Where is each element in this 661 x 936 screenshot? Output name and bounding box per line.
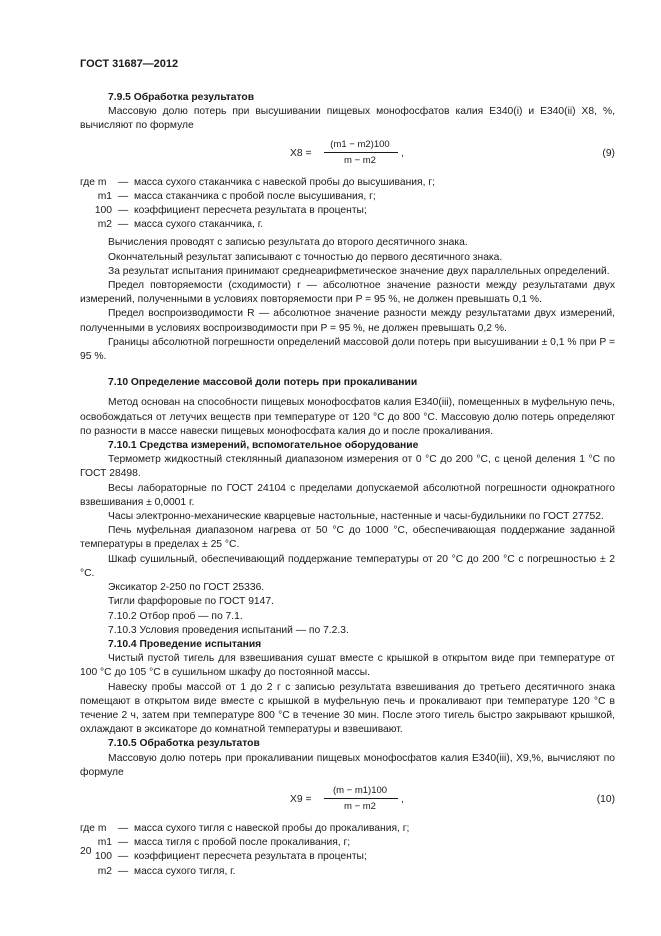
- paragraph: Метод основан на способности пищевых монофосфатов калия Е340(iii), помещенных в муфельную печь, освобождаться от летучих веществ при температуре от 120 °С до 800 °С. Массовую долю потерь определяют по разности в массе навески пищевых монофосфата калия до и после прокаливания.: [80, 397, 615, 437]
- variable-symbol: m1: [97, 190, 112, 202]
- formula-denominator: m − m2: [344, 154, 376, 166]
- formula-number: (10): [596, 793, 615, 805]
- variable-definition: коэффициент пересчета результата в проценты;: [134, 205, 367, 217]
- variable-symbol: где m: [80, 176, 107, 188]
- formula-denominator: m − m2: [344, 800, 376, 812]
- paragraph: Термометр жидкостный стеклянный диапазоном измерения от 0 °С до 200 °С, с ценой деления 1 °С по ГОСТ 28498.: [80, 454, 615, 480]
- document-header: ГОСТ 31687—2012: [80, 58, 179, 70]
- variable-row: m1 — масса тигля с пробой после прокаливания, г;: [80, 836, 615, 850]
- page-number: 20: [80, 846, 92, 857]
- variable-row: m2 — масса сухого тигля, г.: [80, 865, 615, 879]
- formula-numerator: (m − m1)100: [332, 784, 388, 796]
- variable-row: m1 — масса стаканчика с пробой после высушивания, г;: [80, 190, 615, 204]
- variable-row: где m — масса сухого стаканчика с навеской пробы до высушивания, г;: [80, 176, 615, 190]
- variable-definition: масса сухого тигля с навеской пробы до прокаливания, г;: [134, 822, 410, 834]
- variable-definition: масса сухого тигля, г.: [134, 865, 236, 877]
- variable-list-9: [80, 176, 615, 233]
- section-title-7-10-1: 7.10.1 Средства измерений, вспомогательное оборудование: [108, 440, 419, 452]
- formula-lhs: X8 =: [290, 147, 312, 159]
- paragraph: Печь муфельная диапазоном нагрева от 50 °С до 1000 °С, обеспечивающая поддержание заданной температуры в пределах ± 25 °С.: [80, 525, 615, 551]
- section-title-7-10-4: 7.10.4 Проведение испытания: [108, 638, 262, 650]
- formula-lhs: X9 =: [290, 793, 312, 805]
- variable-definition: масса сухого стаканчика, г.: [134, 219, 264, 231]
- formula-number: (9): [602, 147, 615, 159]
- paragraph: Навеску пробы массой от 1 до 2 г с записью результата взвешивания до третьего десятичного знака помещают в открытом виде вместе с крышкой в муфельную печь и прокаливают при температуре 120 °С в течение 2 ч, затем при температуре 800 °С в течение 30 мин. После этого тигель быстро закрывают крышкой, охлаждают в эксикаторе до комнатной температуры и взвешивают.: [80, 681, 615, 736]
- variable-definition: коэффициент пересчета результата в проценты;: [134, 851, 367, 863]
- variable-row: 100 — коэффициент пересчета результата в проценты;: [80, 204, 615, 218]
- paragraph: Шкаф сушильный, обеспечивающий поддержание температуры от 20 °С до 200 °С с погрешностью ± 2 °С.: [80, 553, 615, 579]
- variable-definition: масса стаканчика с пробой после высушивания, г;: [134, 190, 376, 202]
- paragraph: Границы абсолютной погрешности определений массовой доли потерь при высушивании ± 0,1 % при P = 95 %.: [80, 336, 615, 363]
- variable-symbol: 100: [94, 205, 112, 217]
- paragraph: 7.10.3 Условия проведения испытаний — по 7.2.3.: [108, 624, 349, 636]
- paragraph: Чистый пустой тигель для взвешивания сушат вместе с крышкой в открытом виде при температуре от 100 °С до 105 °С в сушильном шкафу до постоянной массы.: [80, 653, 615, 679]
- formula-comma: ,: [401, 147, 404, 159]
- variable-symbol: m2: [97, 865, 112, 877]
- paragraph: Вычисления проводят с записью результата до второго десятичного знака.: [108, 237, 468, 249]
- section-title-7-9-5: 7.9.5 Обработка результатов: [108, 92, 255, 103]
- paragraph: Часы электронно-механические кварцевые настольные, настенные и часы-будильники по ГОСТ 27752.: [108, 511, 604, 523]
- paragraph: Окончательный результат записывают с точностью до первого десятичного знака.: [108, 251, 503, 263]
- section-title-7-10-5: 7.10.5 Обработка результатов: [108, 738, 260, 750]
- paragraph: Тигли фарфоровые по ГОСТ 9147.: [108, 596, 274, 608]
- formula-10: [80, 784, 615, 816]
- paragraph: За результат испытания принимают среднеарифметическое значение двух параллельных определений.: [108, 265, 610, 277]
- paragraph: Массовую долю потерь при прокаливании пищевых монофосфатов калия Е340(iii), X9,%, вычисляют по формуле: [80, 752, 615, 778]
- variable-symbol: где m: [80, 822, 107, 834]
- variable-symbol: m2: [97, 219, 112, 231]
- paragraph: Весы лабораторные по ГОСТ 24104 с пределами допускаемой абсолютной погрешности однократного взвешивания ± 0,0001 г.: [80, 482, 615, 508]
- formula-numerator: (m1 − m2)100: [330, 138, 390, 150]
- formula-9: [80, 138, 615, 170]
- fraction-bar: [324, 798, 398, 799]
- variable-list-10: [80, 822, 615, 879]
- variable-row: где m — масса сухого тигля с навеской пробы до прокаливания, г;: [80, 822, 615, 836]
- variable-row: 100 — коэффициент пересчета результата в проценты;: [80, 850, 615, 864]
- page-content: [80, 91, 615, 879]
- variable-symbol: m1: [97, 837, 112, 849]
- variable-definition: масса тигля с пробой после прокаливания, г;: [134, 837, 351, 849]
- paragraph: Эксикатор 2-250 по ГОСТ 25336.: [108, 582, 265, 594]
- variable-definition: масса сухого стаканчика с навеской пробы до высушивания, г;: [134, 176, 435, 188]
- formula-comma: ,: [401, 793, 404, 805]
- variable-row: m2 — масса сухого стаканчика, г.: [80, 218, 615, 232]
- variable-symbol: 100: [94, 851, 112, 863]
- fraction-bar: [324, 152, 398, 153]
- paragraph: Массовую долю потерь при высушивании пищевых монофосфатов калия Е340(i) и Е340(ii) X8, %, вычисляют по формуле: [80, 106, 615, 132]
- paragraph: 7.10.2 Отбор проб — по 7.1.: [108, 610, 243, 622]
- section-title-7-10: 7.10 Определение массовой доли потерь при прокаливании: [108, 377, 418, 389]
- paragraph: Предел воспроизводимости R — абсолютное значение разности между результатами двух измерений, полученными в условиях воспроизводимости при P = 95 %, не должен превышать 0,2 %.: [80, 308, 615, 334]
- paragraph: Предел повторяемости (сходимости) r — абсолютное значение разности между результатами двух измерений, полученными в условиях повторяемости при P = 95 %, не должен превышать 0,1 %.: [80, 280, 615, 306]
